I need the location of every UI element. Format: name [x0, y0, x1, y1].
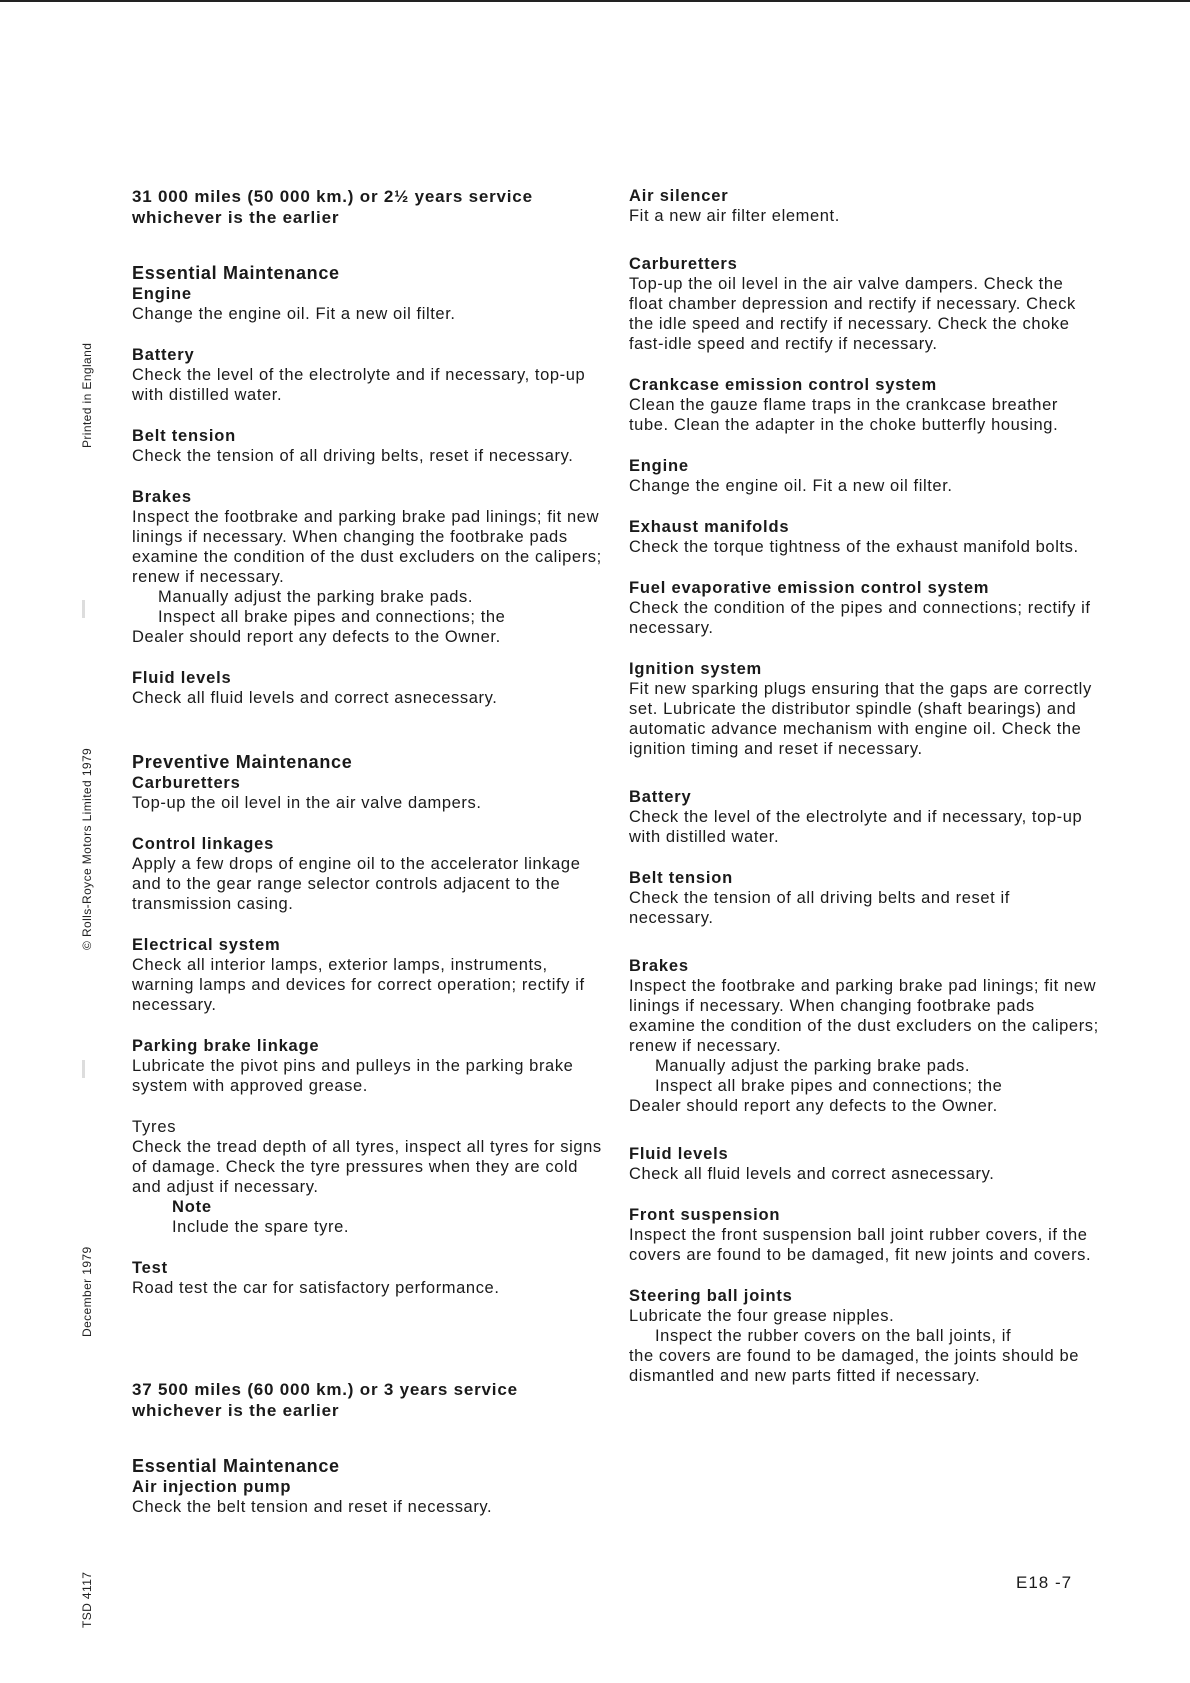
body-text: Check all fluid levels and correct asnecessary.	[132, 689, 498, 707]
left-belt-block	[132, 426, 602, 466]
right-air-silencer-block	[629, 186, 1099, 226]
right-battery-block	[629, 787, 1099, 847]
page-number: E18 -7	[1016, 1573, 1073, 1592]
heading: Battery	[629, 788, 692, 806]
essential-maintenance-title-2: Essential Maintenance	[132, 1456, 340, 1476]
body-text: Inspect all brake pipes and connections; the	[158, 608, 506, 626]
heading: Parking brake linkage	[132, 1037, 320, 1055]
body-text: Inspect the front suspension ball joint rubber covers, if the covers are found to be damaged, fit new joints and covers.	[629, 1226, 1092, 1264]
heading: Carburetters	[629, 255, 738, 273]
body-text: Dealer should report any defects to the Owner.	[629, 1097, 998, 1115]
left-air-pump-block	[132, 1477, 602, 1517]
left-carb-block	[132, 773, 602, 813]
body-text: Lubricate the pivot pins and pulleys in the parking brake system with approved grease.	[132, 1057, 574, 1095]
heading: Fluid levels	[132, 669, 232, 687]
left-engine-block	[132, 284, 602, 324]
right-brakes-block	[629, 956, 1099, 1116]
body-text: Check all interior lamps, exterior lamps, instruments, warning lamps and devices for correct operation; rectify if necessary.	[132, 956, 585, 1014]
service-interval-37500: 37 500 miles (60 000 km.) or 3 years service whichever is the earlier	[132, 1380, 518, 1420]
body-text: Fit a new air filter element.	[629, 207, 840, 225]
body-text: Check the level of the electrolyte and if necessary, top-up with distilled water.	[629, 808, 1083, 846]
body-text: Change the engine oil. Fit a new oil filter.	[132, 305, 456, 323]
heading: Control linkages	[132, 835, 275, 853]
heading: Steering ball joints	[629, 1287, 793, 1305]
heading: Air injection pump	[132, 1478, 292, 1496]
body-text: Check the tension of all driving belts and reset if necessary.	[629, 889, 1010, 927]
right-exhaust-block	[629, 517, 1099, 557]
left-fluid-block	[132, 668, 602, 708]
body-text: Inspect the rubber covers on the ball joints, if	[655, 1327, 1012, 1345]
note-heading: Note	[172, 1198, 212, 1216]
heading: Exhaust manifolds	[629, 518, 790, 536]
body-text: Manually adjust the parking brake pads.	[158, 588, 474, 606]
right-front-block	[629, 1205, 1099, 1265]
heading: Belt tension	[132, 427, 237, 445]
body-text: Road test the car for satisfactory performance.	[132, 1279, 500, 1297]
service-interval-31000: 31 000 miles (50 000 km.) or 2½ years service whichever is the earlier	[132, 187, 533, 227]
heading: Air silencer	[629, 187, 729, 205]
body-text: Dealer should report any defects to the Owner.	[132, 628, 501, 646]
heading: Fuel evaporative emission control system	[629, 579, 990, 597]
right-crankcase-block	[629, 375, 1099, 435]
heading: Belt tension	[629, 869, 734, 887]
right-column	[629, 186, 1099, 1407]
body-text: Change the engine oil. Fit a new oil filter.	[629, 477, 953, 495]
body-text: Lubricate the four grease nipples.	[629, 1307, 895, 1325]
body-text: Manually adjust the parking brake pads.	[655, 1057, 971, 1075]
left-parking-block	[132, 1036, 602, 1096]
left-battery-block	[132, 345, 602, 405]
body-text: Fit new sparking plugs ensuring that the gaps are correctly set. Lubricate the distributor spindle (shaft bearings) and automatic advance mechanism with engine oil. Check the ignition timing and reset if necessary.	[629, 680, 1092, 758]
heading: Engine	[132, 285, 192, 303]
body-text: Inspect the footbrake and parking brake pad linings; fit new linings if necessary. When changing footbrake pads examine the condition of the dust excluders on the calipers; renew if necessary.	[629, 977, 1099, 1055]
body-text: Check the torque tightness of the exhaust manifold bolts.	[629, 538, 1079, 556]
heading: Engine	[629, 457, 689, 475]
heading: Ignition system	[629, 660, 763, 678]
copyright-notice: © Rolls-Royce Motors Limited 1979	[80, 747, 94, 950]
right-steering-block	[629, 1286, 1099, 1386]
body-text: Check the tension of all driving belts, reset if necessary.	[132, 447, 574, 465]
body-text: Inspect all brake pipes and connections; the	[655, 1077, 1003, 1095]
right-ignition-block	[629, 659, 1099, 759]
left-tyres-block	[132, 1117, 602, 1237]
scan-mark	[82, 1060, 85, 1078]
document-reference: TSD 4117	[80, 1571, 94, 1628]
body-text: Check all fluid levels and correct asnecessary.	[629, 1165, 995, 1183]
left-test-block	[132, 1258, 602, 1298]
body-text: Top-up the oil level in the air valve dampers.	[132, 794, 482, 812]
body-text: Clean the gauze flame traps in the crankcase breather tube. Clean the adapter in the choke butterfly housing.	[629, 396, 1059, 434]
left-control-block	[132, 834, 602, 914]
heading: Fluid levels	[629, 1145, 729, 1163]
right-fluid-block	[629, 1144, 1099, 1184]
printed-in-england: Printed in England	[80, 342, 94, 448]
body-text: the covers are found to be damaged, the joints should be dismantled and new parts fitted if necessary.	[629, 1347, 1080, 1385]
preventive-maintenance-title: Preventive Maintenance	[132, 752, 353, 772]
right-engine-block	[629, 456, 1099, 496]
body-text: Inspect the footbrake and parking brake pad linings; fit new linings if necessary. When changing the footbrake pads examine the condition of the dust excluders on the calipers; renew if necessary.	[132, 508, 602, 586]
note-text: Include the spare tyre.	[172, 1218, 350, 1236]
essential-maintenance-title: Essential Maintenance	[132, 263, 340, 283]
issue-date: December 1979	[80, 1246, 94, 1337]
heading: Brakes	[629, 957, 689, 975]
heading: Crankcase emission control system	[629, 376, 937, 394]
heading: Battery	[132, 346, 195, 364]
body-text: Top-up the oil level in the air valve dampers. Check the float chamber depression and rectify if necessary. Check the idle speed and rectify if necessary. Check the choke fast-idle speed and rectify if necessary.	[629, 275, 1076, 353]
heading: Electrical system	[132, 936, 281, 954]
heading: Brakes	[132, 488, 192, 506]
right-belt-block	[629, 868, 1099, 928]
scan-mark	[82, 600, 85, 618]
body-text: Apply a few drops of engine oil to the accelerator linkage and to the gear range selector controls adjacent to the transmission casing.	[132, 855, 581, 913]
left-brakes-block	[132, 487, 602, 647]
heading: Test	[132, 1259, 168, 1277]
heading: Front suspension	[629, 1206, 781, 1224]
heading: Tyres	[132, 1118, 177, 1136]
page-top-rule	[0, 0, 1190, 2]
body-text: Check the tread depth of all tyres, inspect all tyres for signs of damage. Check the tyre pressures when they are cold and adjust if necessary.	[132, 1138, 602, 1196]
body-text: Check the level of the electrolyte and if necessary, top-up with distilled water.	[132, 366, 586, 404]
right-carb-block	[629, 254, 1099, 354]
right-fuel-block	[629, 578, 1099, 638]
body-text: Check the condition of the pipes and connections; rectify if necessary.	[629, 599, 1091, 637]
body-text: Check the belt tension and reset if necessary.	[132, 1498, 493, 1516]
heading: Carburetters	[132, 774, 241, 792]
left-column	[132, 186, 602, 1538]
left-electrical-block	[132, 935, 602, 1015]
